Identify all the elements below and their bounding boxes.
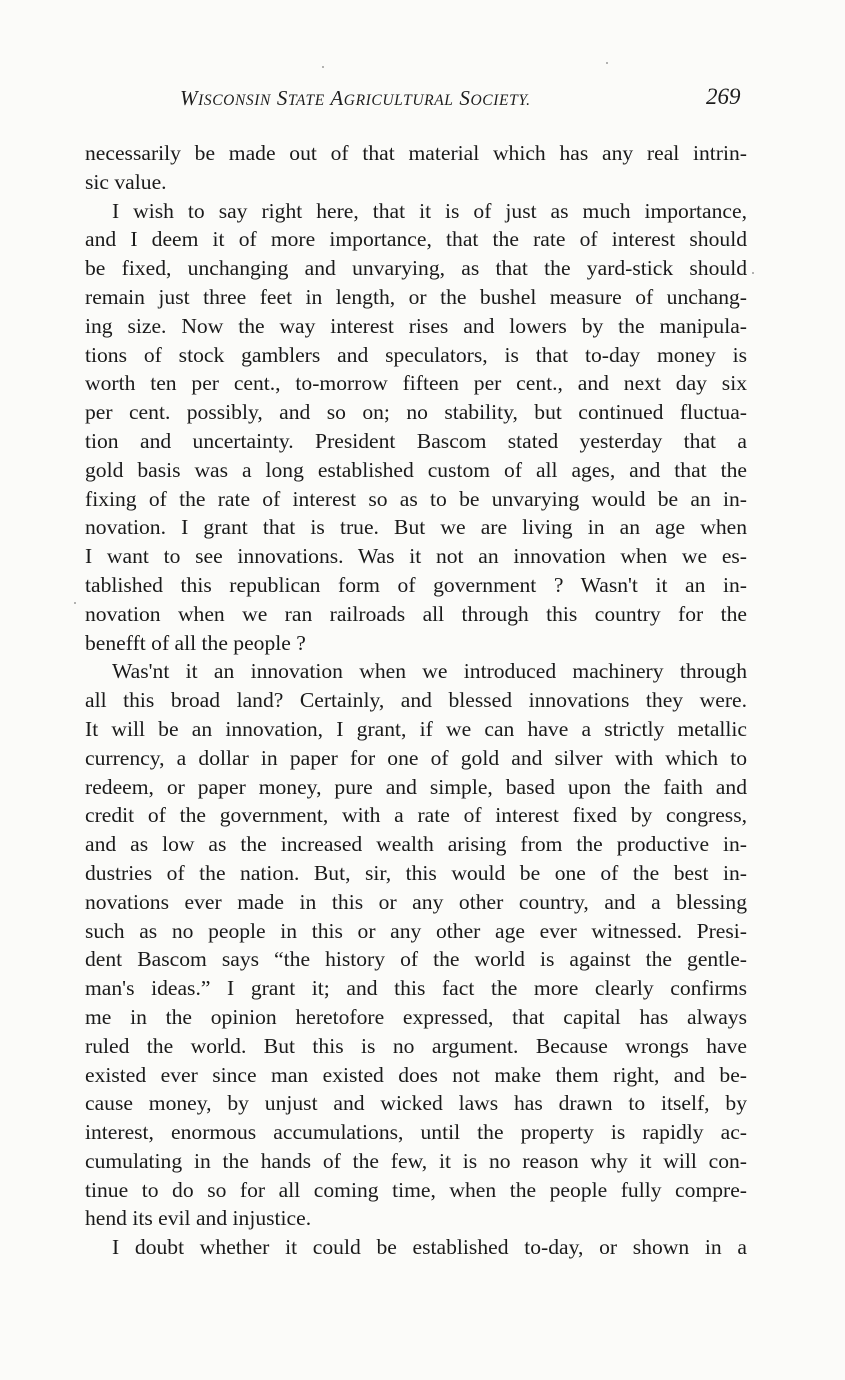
text-line: I wish to say right here, that it is of just as much importance,: [112, 198, 747, 223]
text-line: credit of the government, with a rate of interest fixed by congress,: [85, 803, 747, 828]
text-line: Was'nt it an innovation when we introduced machinery through: [112, 659, 747, 684]
text-line: tions of stock gamblers and speculators, is that to-day money is: [85, 342, 747, 367]
text-line: interest, enormous accumulations, until the property is rapidly ac-: [85, 1120, 747, 1145]
paragraph: [85, 1233, 747, 1262]
text-line: tion and uncertainty. President Bascom stated yesterday that a: [85, 428, 747, 453]
text-line: cumulating in the hands of the few, it is no reason why it will con-: [85, 1148, 747, 1173]
running-head: WISCONSIN STATE AGRICULTURAL SOCIETY.: [180, 86, 531, 110]
scan-speck: [74, 602, 76, 604]
scan-speck: [752, 272, 754, 274]
text-line: gold basis was a long established custom of all ages, and that the: [85, 457, 747, 482]
text-line: per cent. possibly, and so on; no stability, but continued fluctua-: [85, 400, 747, 425]
text-line: benefft of all the people ?: [85, 630, 306, 655]
text-line: ing size. Now the way interest rises and lowers by the manipula-: [85, 313, 747, 338]
body-text: [85, 139, 747, 1262]
text-line: cause money, by unjust and wicked laws has drawn to itself, by: [85, 1091, 747, 1116]
text-line: ruled the world. But this is no argument. Because wrongs have: [85, 1033, 747, 1058]
text-line: It will be an innovation, I grant, if we can have a strictly metallic: [85, 716, 747, 741]
text-line: I want to see innovations. Was it not an innovation when we es-: [85, 544, 747, 569]
text-line: fixing of the rate of interest so as to be unvarying would be an in-: [85, 486, 747, 511]
text-line: necessarily be made out of that material which has any real intrin-: [85, 141, 747, 165]
text-line: and as low as the increased wealth arising from the productive in-: [85, 832, 747, 857]
text-line: and I deem it of more importance, that the rate of interest should: [85, 227, 747, 252]
text-line: dent Bascom says “the history of the world is against the gentle-: [85, 947, 747, 972]
text-line: me in the opinion heretofore expressed, that capital has always: [85, 1004, 747, 1029]
paragraph: [85, 139, 747, 197]
text-line: tinue to do so for all coming time, when the people fully compre-: [85, 1177, 747, 1202]
text-line: sic value.: [85, 169, 167, 194]
text-line: remain just three feet in length, or the bushel measure of unchang-: [85, 284, 747, 309]
text-line: novations ever made in this or any other country, and a blessing: [85, 889, 747, 914]
text-line: existed ever since man existed does not make them right, and be-: [85, 1062, 747, 1087]
text-line: be fixed, unchanging and unvarying, as that the yard-stick should: [85, 256, 747, 281]
text-line: hend its evil and injustice.: [85, 1206, 312, 1231]
text-line: currency, a dollar in paper for one of gold and silver with which to: [85, 745, 747, 770]
scan-speck: [322, 66, 324, 68]
text-line: novation when we ran railroads all through this country for the: [85, 601, 747, 626]
text-line: man's ideas.” I grant it; and this fact the more clearly confirms: [85, 976, 747, 1001]
text-line: dustries of the nation. But, sir, this would be one of the best in-: [85, 860, 747, 885]
text-line: all this broad land? Certainly, and blessed innovations they were.: [85, 688, 747, 713]
text-line: tablished this republican form of government ? Wasn't it an in-: [85, 572, 747, 597]
text-line: novation. I grant that is true. But we are living in an age when: [85, 515, 747, 540]
text-line: such as no people in this or any other age ever witnessed. Presi-: [85, 918, 747, 943]
text-line: worth ten per cent., to-morrow fifteen per cent., and next day six: [85, 371, 747, 396]
paragraph: [85, 657, 747, 1233]
text-line: I doubt whether it could be established to-day, or shown in a: [112, 1235, 747, 1260]
page-number: 269: [706, 84, 741, 109]
scan-speck: [606, 62, 608, 64]
text-line: redeem, or paper money, pure and simple, based upon the faith and: [85, 774, 747, 799]
paragraph: [85, 197, 747, 658]
